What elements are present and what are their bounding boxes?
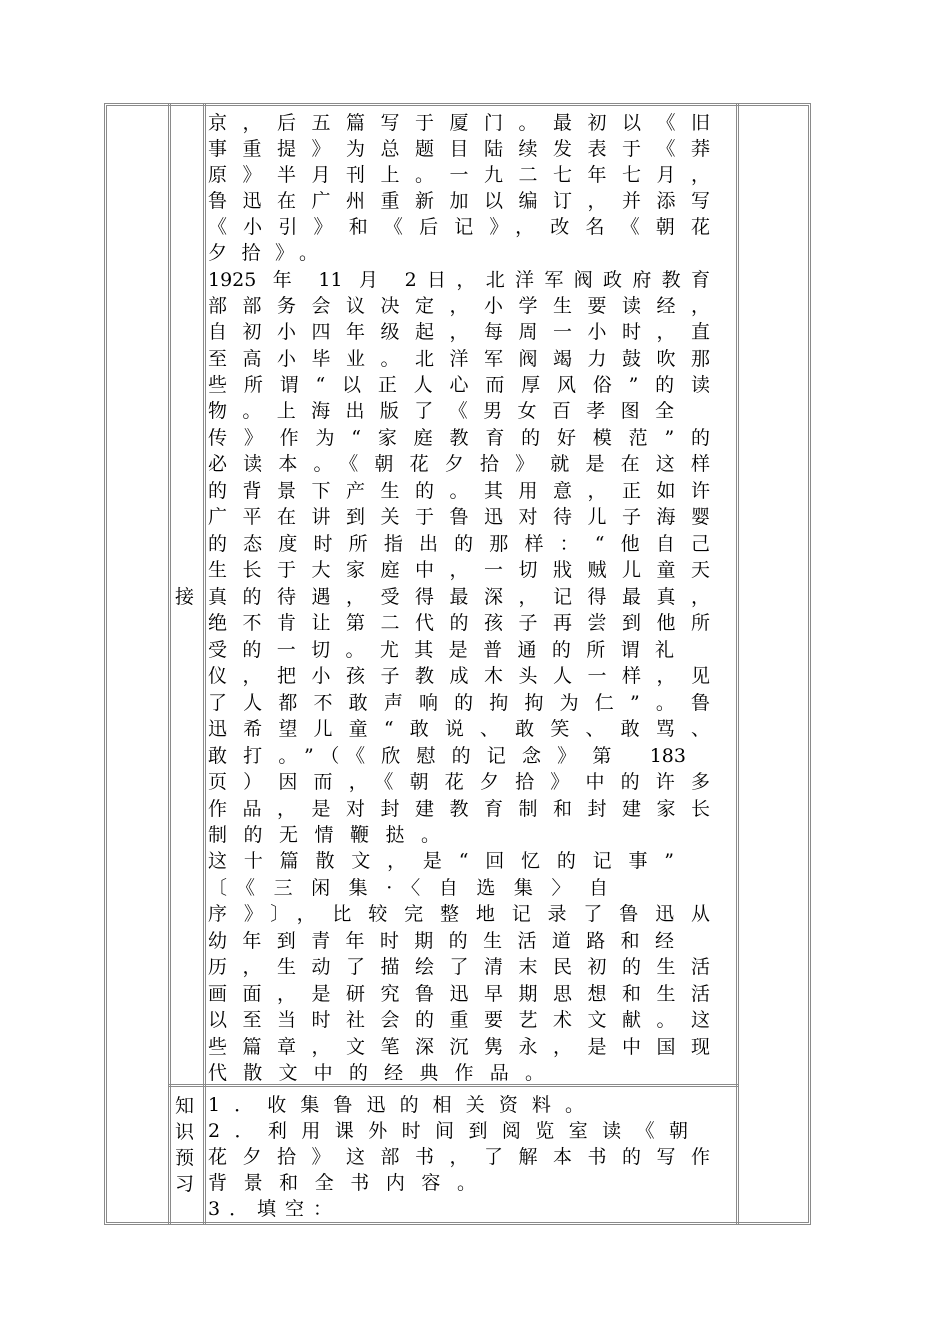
text-line: 敢打。”（《欣慰的记念》第 183 <box>208 745 686 767</box>
text-line: 的背景下产生的。其用意，正如许 <box>208 480 710 502</box>
text-line: 物。上海出版了《男女百孝图全 <box>208 400 674 422</box>
text-line: 夕拾》。 <box>208 242 318 264</box>
text-line: 作品，是对封建教育制和封建家长 <box>208 798 710 820</box>
column-divider-right <box>736 103 739 1225</box>
text-line: 部部务会议决定，小学生要读经， <box>208 295 710 317</box>
text-line: 受的一切。尤其是普通的所谓礼 <box>208 639 674 661</box>
preview-item: 1．收集鲁迅的相关资料。 <box>208 1094 584 1116</box>
label-char: 习 <box>175 1173 195 1195</box>
text-line: 仪，把小孩子教成木头人一样，见 <box>208 665 710 687</box>
text-line: 些篇章，文笔深沉隽永，是中国现 <box>208 1036 710 1058</box>
text-line: 序》〕，比较完整地记录了鲁迅从 <box>208 903 710 925</box>
text-line: 〔《三闲集·〈自选集〉自 <box>208 877 608 899</box>
text-line: 画面，是研究鲁迅早期思想和生活 <box>208 983 710 1005</box>
text-line: 以至当时社会的重要艺术文献。这 <box>208 1009 710 1031</box>
preview-item: 2．利用课外时间到阅览室读《朝 <box>208 1120 688 1142</box>
text-line: 必读本。《朝花夕拾》就是在这样 <box>208 453 710 475</box>
text-line: 幼年到青年时期的生活道路和经 <box>208 930 674 952</box>
text-line: 至高小毕业。北洋军阀竭力鼓吹那 <box>208 348 710 370</box>
text-line: 广平在讲到关于鲁迅对待儿子海婴 <box>208 506 710 528</box>
preview-item: 3．填空： <box>208 1198 332 1220</box>
text-line: 绝不肯让第二代的孩子再尝到他所 <box>208 612 710 634</box>
label-char: 预 <box>175 1147 195 1169</box>
text-line: 些所谓“以正人心而厚风俗”的读 <box>208 374 710 396</box>
text-line: 1925 年 11 月 2日，北洋军阀政府教育 <box>208 269 710 291</box>
row-label-jie: 接 <box>175 586 195 608</box>
column-divider-inner <box>203 103 206 1225</box>
text-line: 代散文中的经典作品。 <box>208 1062 544 1084</box>
preview-item: 花夕拾》这部书，了解本书的写作 <box>208 1146 710 1168</box>
text-line: 原》半月刊上。一九二七年七月， <box>208 164 710 186</box>
row-label-zhishi-yuxi <box>175 1093 199 1197</box>
text-line: 事重提》为总题目陆续发表于《莽 <box>208 138 710 160</box>
text-line: 这十篇散文，是“回忆的记事” <box>208 850 674 872</box>
label-char: 识 <box>175 1121 195 1143</box>
text-line: 制的无情鞭挞。 <box>208 824 440 846</box>
text-line: 的态度时所指出的那样：“他自己 <box>208 533 710 555</box>
text-line: 鲁迅在广州重新加以编订，并添写 <box>208 190 710 212</box>
text-line: 页）因而，《朝花夕拾》中的许多 <box>208 771 710 793</box>
text-line: 《小引》和《后记》，改名《朝花 <box>208 216 710 238</box>
text-line: 京，后五篇写于厦门。最初以《旧 <box>208 112 710 134</box>
text-line: 生长于大家庭中，一切戕贼儿童天 <box>208 559 710 581</box>
text-line: 迅希望儿童“敢说、敢笑、敢骂、 <box>208 718 710 740</box>
label-char: 知 <box>175 1095 195 1117</box>
text-line: 历，生动了描绘了清末民初的生活 <box>208 956 710 978</box>
text-line: 传》作为“家庭教育的好模范”的 <box>208 427 710 449</box>
column-divider-left <box>168 103 171 1225</box>
text-line: 自初小四年级起，每周一小时，直 <box>208 321 710 343</box>
text-line: 真的待遇，受得最深，记得最真， <box>208 586 710 608</box>
preview-item: 背景和全书内容。 <box>208 1172 476 1194</box>
text-line: 了人都不敢声响的拘拘为仁”。鲁 <box>208 692 710 714</box>
